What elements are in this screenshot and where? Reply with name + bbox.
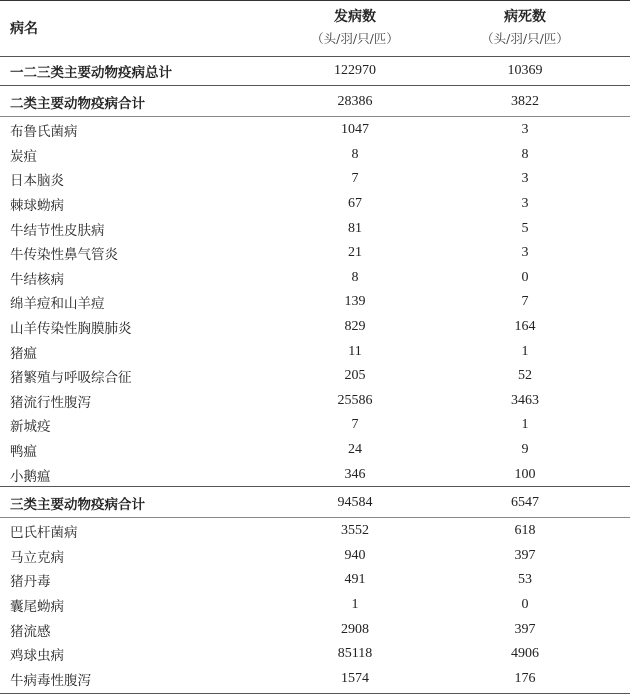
cases-value: 11 bbox=[348, 343, 362, 359]
disease-name: 猪丹毒 bbox=[10, 574, 51, 591]
deaths-value: 397 bbox=[514, 547, 536, 563]
deaths-value: 0 bbox=[521, 269, 529, 285]
cases-value: 8 bbox=[351, 269, 359, 285]
disease-name: 炭疽 bbox=[10, 148, 37, 165]
disease-name: 布鲁氏菌病 bbox=[10, 124, 78, 141]
header-cases bbox=[285, 1, 425, 55]
deaths-value: 3 bbox=[521, 245, 529, 261]
cases-value: 67 bbox=[348, 196, 362, 212]
header-name: 病名 bbox=[10, 21, 38, 37]
deaths-value: 397 bbox=[514, 621, 536, 637]
disease-name: 棘球蚴病 bbox=[10, 198, 64, 215]
cases-value: 21 bbox=[348, 245, 362, 261]
deaths-value: 3 bbox=[521, 196, 529, 212]
deaths-value: 52 bbox=[518, 368, 532, 384]
deaths-value: 3 bbox=[521, 122, 529, 138]
header-deaths bbox=[455, 1, 595, 55]
disease-name: 日本脑炎 bbox=[10, 173, 64, 190]
table-row bbox=[0, 593, 630, 618]
table-row bbox=[0, 241, 630, 266]
class3-total-name: 三类主要动物疫病合计 bbox=[10, 496, 145, 513]
deaths-value: 53 bbox=[518, 572, 532, 588]
table-row bbox=[0, 389, 630, 414]
header-deaths-title: 病死数 bbox=[504, 9, 546, 25]
class3-total-divider bbox=[0, 517, 630, 518]
cases-value: 2908 bbox=[341, 621, 369, 637]
cases-value: 346 bbox=[344, 466, 366, 482]
disease-name: 猪繁殖与呼吸综合征 bbox=[10, 370, 132, 387]
disease-name: 猪瘟 bbox=[10, 345, 37, 362]
table-row bbox=[0, 617, 630, 642]
disease-name: 山羊传染性胸膜肺炎 bbox=[10, 321, 132, 338]
disease-name: 猪流行性腹泻 bbox=[10, 394, 91, 411]
class3-total-cases: 94584 bbox=[337, 494, 373, 510]
deaths-value: 8 bbox=[521, 146, 529, 162]
class3-total-row bbox=[0, 489, 630, 516]
grand-total-cases: 122970 bbox=[334, 62, 376, 78]
disease-name: 牛结核病 bbox=[10, 271, 64, 288]
table-row bbox=[0, 519, 630, 544]
cases-value: 1574 bbox=[341, 670, 369, 686]
deaths-value: 9 bbox=[521, 442, 529, 458]
table-row bbox=[0, 290, 630, 315]
disease-name: 巴氏杆菌病 bbox=[10, 525, 78, 542]
cases-value: 25586 bbox=[337, 392, 373, 408]
cases-value: 940 bbox=[344, 547, 366, 563]
class2-total-name: 二类主要动物疫病合计 bbox=[10, 95, 145, 112]
deaths-value: 100 bbox=[514, 466, 536, 482]
cases-value: 8 bbox=[351, 146, 359, 162]
header-cases-unit: （头/羽/只/匹） bbox=[311, 31, 399, 46]
grand-total-divider bbox=[0, 85, 630, 86]
header-cases-title: 发病数 bbox=[334, 9, 376, 25]
disease-name: 囊尾蚴病 bbox=[10, 599, 64, 616]
class3-top-divider bbox=[0, 486, 630, 487]
table-row bbox=[0, 339, 630, 364]
deaths-value: 3 bbox=[521, 171, 529, 187]
header-deaths-unit: （头/羽/只/匹） bbox=[481, 31, 569, 46]
class2-total-deaths: 3822 bbox=[511, 93, 539, 109]
table-row bbox=[0, 544, 630, 569]
cases-value: 139 bbox=[344, 294, 366, 310]
deaths-value: 1 bbox=[521, 343, 529, 359]
cases-value: 85118 bbox=[337, 646, 373, 662]
deaths-value: 164 bbox=[514, 319, 536, 335]
table-row bbox=[0, 118, 630, 143]
table-row bbox=[0, 413, 630, 438]
disease-name: 鸭瘟 bbox=[10, 444, 37, 461]
cases-value: 7 bbox=[351, 417, 359, 433]
disease-name: 牛结节性皮肤病 bbox=[10, 222, 105, 239]
table-row bbox=[0, 143, 630, 168]
disease-name: 猪流感 bbox=[10, 623, 51, 640]
table-row bbox=[0, 667, 630, 692]
cases-value: 829 bbox=[344, 319, 366, 335]
cases-value: 81 bbox=[348, 220, 362, 236]
cases-value: 7 bbox=[351, 171, 359, 187]
cases-value: 205 bbox=[344, 368, 366, 384]
table-row bbox=[0, 642, 630, 667]
bottom-rule bbox=[0, 693, 630, 694]
cases-value: 3552 bbox=[341, 523, 369, 539]
table-row bbox=[0, 192, 630, 217]
cases-value: 1047 bbox=[341, 122, 369, 138]
deaths-value: 7 bbox=[521, 294, 529, 310]
table-row bbox=[0, 315, 630, 340]
deaths-value: 4906 bbox=[511, 646, 539, 662]
disease-name: 牛传染性鼻气管炎 bbox=[10, 247, 118, 264]
deaths-value: 0 bbox=[521, 597, 529, 613]
table-row bbox=[0, 568, 630, 593]
cases-value: 491 bbox=[344, 572, 366, 588]
disease-name: 新城疫 bbox=[10, 419, 51, 436]
class2-total-row bbox=[0, 88, 630, 115]
table-row bbox=[0, 216, 630, 241]
table-row bbox=[0, 364, 630, 389]
disease-name: 小鹅瘟 bbox=[10, 468, 51, 485]
disease-name: 马立克病 bbox=[10, 549, 64, 566]
header-row bbox=[0, 1, 630, 55]
disease-name: 鸡球虫病 bbox=[10, 648, 64, 665]
grand-total-name: 一二三类主要动物疫病总计 bbox=[10, 64, 172, 81]
cases-value: 24 bbox=[348, 442, 362, 458]
table-row bbox=[0, 167, 630, 192]
disease-name: 绵羊痘和山羊痘 bbox=[10, 296, 105, 313]
table-row bbox=[0, 438, 630, 463]
deaths-value: 3463 bbox=[511, 392, 539, 408]
class2-total-divider bbox=[0, 116, 630, 117]
deaths-value: 1 bbox=[521, 417, 529, 433]
deaths-value: 5 bbox=[521, 220, 529, 236]
cases-value: 1 bbox=[351, 597, 359, 613]
table-row bbox=[0, 462, 630, 487]
disease-name: 牛病毒性腹泻 bbox=[10, 672, 91, 689]
grand-total-deaths: 10369 bbox=[507, 62, 543, 78]
grand-total-row bbox=[0, 57, 630, 84]
deaths-value: 618 bbox=[514, 523, 536, 539]
deaths-value: 176 bbox=[514, 670, 536, 686]
class3-total-deaths: 6547 bbox=[511, 494, 539, 510]
class2-total-cases: 28386 bbox=[337, 93, 373, 109]
table-row bbox=[0, 266, 630, 291]
